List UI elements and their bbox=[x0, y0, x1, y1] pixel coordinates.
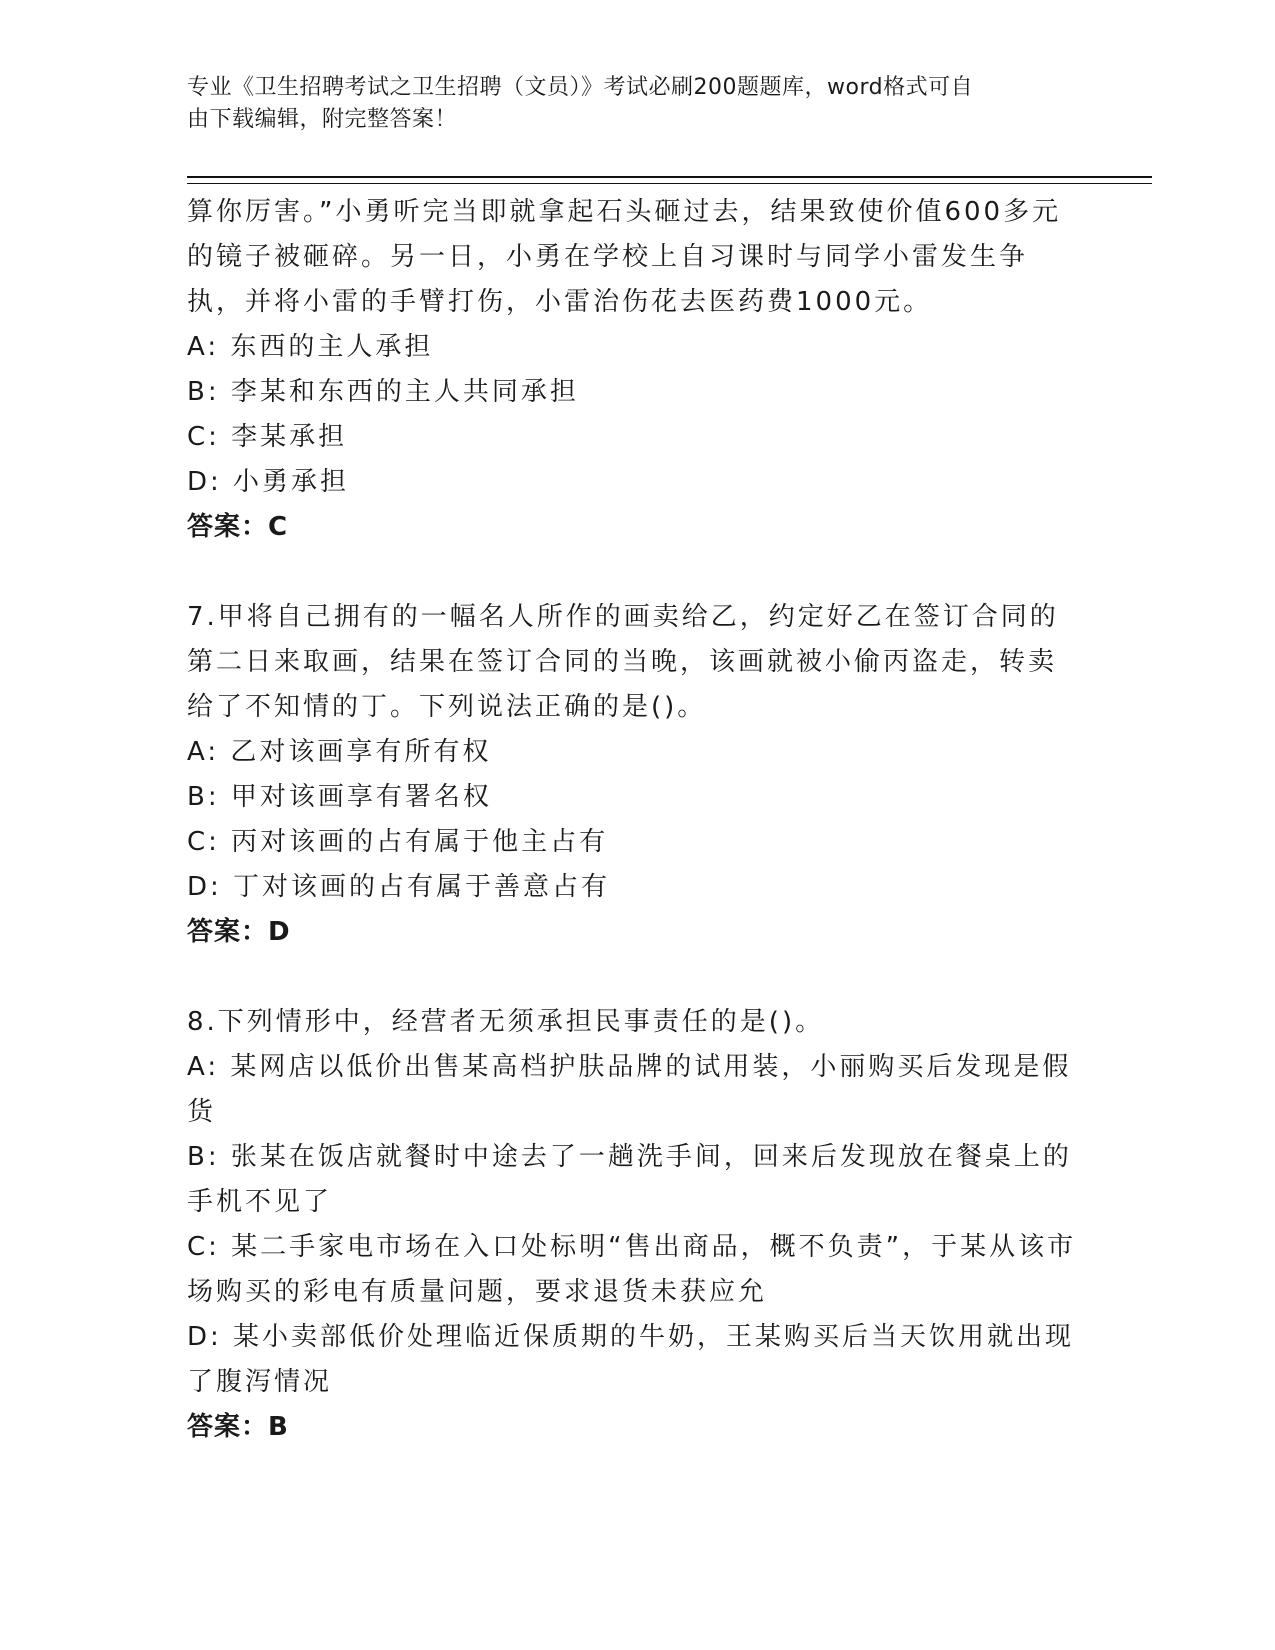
question-7 bbox=[187, 595, 1082, 955]
header-line-2: 由下载编辑，附完整答案！ bbox=[187, 107, 458, 132]
question-stem: 7.甲将自己拥有的一幅名人所作的画卖给乙，约定好乙在签订合同的第二日来取画，结果在签订合同的当晚，该画就被小偷丙盗走，转卖给了不知情的丁。下列说法正确的是()。 bbox=[187, 602, 1059, 722]
option-b: B: 张某在饭店就餐时中途去了一趟洗手间，回来后发现放在餐桌上的手机不见了 bbox=[187, 1142, 1072, 1217]
question-list bbox=[187, 190, 1082, 1450]
question-6 bbox=[187, 190, 1082, 550]
option-a: A: 东西的主人承担 bbox=[187, 332, 434, 362]
option-d: D: 某小卖部低价处理临近保质期的牛奶，王某购买后当天饮用就出现了腹泻情况 bbox=[187, 1322, 1075, 1397]
option-c: C: 某二手家电市场在入口处标明“售出商品，概不负责”，于某从该市场购买的彩电有质量问题，要求退货未获应允 bbox=[187, 1232, 1077, 1307]
option-b: B: 甲对该画享有署名权 bbox=[187, 782, 492, 812]
question-8 bbox=[187, 1000, 1082, 1450]
header-divider-thin bbox=[187, 183, 1152, 184]
header-divider-thick bbox=[187, 176, 1152, 178]
spacer bbox=[187, 550, 1082, 595]
question-stem: 算你厉害。”小勇听完当即就拿起石头砸过去，结果致使价值600多元的镜子被砸碎。另一日，小勇在学校上自习课时与同学小雷发生争执，并将小雷的手臂打伤，小雷治伤花去医药费1000元。 bbox=[187, 197, 1062, 317]
option-d: D: 丁对该画的占有属于善意占有 bbox=[187, 872, 611, 902]
option-b: B: 李某和东西的主人共同承担 bbox=[187, 377, 579, 407]
question-stem: 8.下列情形中，经营者无须承担民事责任的是()。 bbox=[187, 1007, 825, 1037]
header-line-1: 专业《卫生招聘考试之卫生招聘（文员）》考试必刷200题题库，word格式可自 bbox=[187, 75, 974, 100]
answer: 答案：D bbox=[187, 917, 291, 947]
spacer bbox=[187, 955, 1082, 1000]
option-d: D: 小勇承担 bbox=[187, 467, 350, 497]
answer: 答案：C bbox=[187, 512, 289, 542]
option-c: C: 李某承担 bbox=[187, 422, 348, 452]
answer: 答案：B bbox=[187, 1412, 289, 1442]
option-c: C: 丙对该画的占有属于他主占有 bbox=[187, 827, 609, 857]
option-a: A: 乙对该画享有所有权 bbox=[187, 737, 492, 767]
option-a: A: 某网店以低价出售某高档护肤品牌的试用装，小丽购买后发现是假货 bbox=[187, 1052, 1072, 1127]
document-header bbox=[187, 72, 1087, 136]
